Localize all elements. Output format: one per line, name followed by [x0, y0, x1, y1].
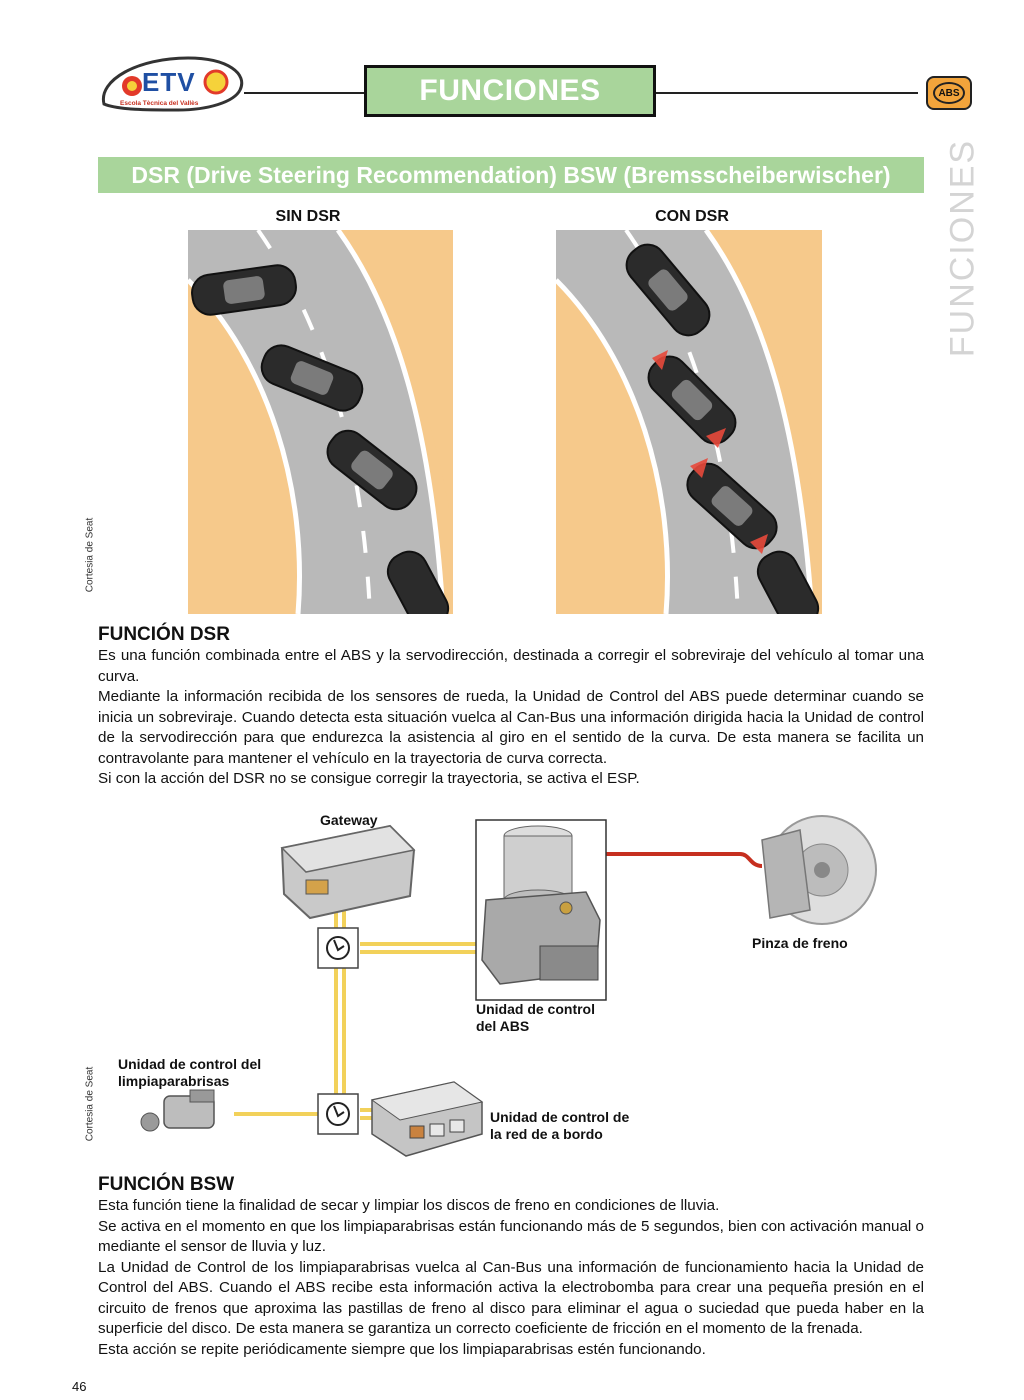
header-rule-left	[244, 92, 364, 94]
logo-subtitle: Escola Tècnica del Vallès	[120, 100, 199, 107]
bsw-paragraph-3: La Unidad de Control de los limpiaparabrisas vuelca al Can-Bus una información de funcionamiento hacia la Unidad de Control del ABS. Cuando el ABS recibe esta información activa la electrobomba para crear una pequeña presión en el circuito de frenos que aproxima las pastillas de freno al disco para eliminar el agua o suciedad que pueda haber en la superficie del disco. De esta manera se garantiza un correcto coeficiente de fricción en el momento de la frenada.	[98, 1258, 924, 1337]
abs-unit-icon	[476, 820, 606, 1000]
bsw-section	[98, 1174, 924, 1360]
etv-logo	[98, 52, 248, 118]
credit-figure2	[80, 1052, 100, 1156]
connector-box-icon	[318, 1094, 358, 1134]
label-onboard-unit-line2: la red de a bordo	[490, 1126, 603, 1142]
illustration-sin-dsr	[188, 230, 453, 614]
section-title: DSR (Drive Steering Recommendation) BSW (Bremsscheiberwischer)	[131, 161, 891, 188]
header-title-box	[364, 65, 656, 117]
bsw-heading: FUNCIÓN BSW	[98, 1174, 235, 1195]
dsr-paragraph-3: Si con la acción del DSR no se consigue corregir la trayectoria, se activa el ESP.	[98, 770, 640, 787]
label-abs-unit-line2: del ABS	[476, 1018, 530, 1034]
bsw-paragraph-4: Esta acción se repite periódicamente siempre que los limpiaparabrisas estén funcionando.	[98, 1340, 706, 1358]
page-number: 46	[72, 1379, 87, 1394]
abs-badge-label: ABS	[938, 87, 960, 99]
onboard-control-unit-icon	[372, 1082, 482, 1156]
abs-warning-icon	[926, 76, 972, 110]
brake-caliper-icon	[762, 816, 876, 924]
dsr-paragraph-1: Es una función combinada entre el ABS y la servodirección, destinada a corregir el sobreviraje del vehículo al tomar una curva.	[98, 647, 924, 685]
label-brake-caliper: Pinza de freno	[752, 935, 848, 951]
label-gateway: Gateway	[320, 812, 378, 828]
caption-sin-dsr: SIN DSR	[275, 208, 341, 225]
label-onboard-unit	[490, 1109, 629, 1143]
side-chapter-label	[938, 138, 988, 357]
wiper-motor-icon	[141, 1090, 214, 1131]
label-wiper-unit	[118, 1056, 261, 1090]
section-title-bar	[98, 157, 924, 193]
illustration-con-dsr	[556, 230, 822, 614]
dsr-paragraph-2: Mediante la información recibida de los sensores de rueda, la Unidad de Control del ABS puede determinar cuando se inicia un sobreviraje. Cuando detecta esta situación vuelca al Can-Bus una información dirigida hacia la Unidad de control de la servodirección para que endurezca la asistencia al giro en el sentido de la curva. De esta manera se facilita un contravolante para mantener el vehículo en la trayectoria de curva correcta.	[98, 688, 924, 767]
dsr-section	[98, 624, 924, 790]
credit-figure1-text: Cortesia de Seat	[84, 517, 96, 593]
label-abs-unit	[476, 1001, 595, 1035]
bsw-paragraph-2: Se activa en el momento en que los limpiaparabrisas están funcionando más de 5 segundos, bien con activación manual o mediante el sensor de lluvia y luz.	[98, 1217, 924, 1255]
connector-box-icon	[318, 928, 358, 968]
gateway-module-icon	[282, 826, 414, 918]
label-wiper-unit-line1: Unidad de control del	[118, 1056, 262, 1072]
caption-con-dsr: CON DSR	[655, 208, 729, 225]
header-rule-right	[656, 92, 918, 94]
credit-figure2-text: Cortesia de Seat	[84, 1066, 96, 1142]
page-header-title: FUNCIONES	[419, 74, 601, 107]
label-onboard-unit-line1: Unidad de control de	[490, 1109, 630, 1125]
logo-text: ETV	[142, 67, 196, 97]
side-chapter-text: FUNCIONES	[943, 138, 982, 357]
label-abs-unit-line1: Unidad de control	[476, 1001, 595, 1017]
canbus-diagram	[110, 800, 910, 1170]
bsw-paragraph-1: Esta función tiene la finalidad de secar y limpiar los discos de freno en condiciones de lluvia.	[98, 1197, 720, 1214]
dsr-heading: FUNCIÓN DSR	[98, 624, 230, 645]
label-wiper-unit-line2: limpiaparabrisas	[118, 1073, 230, 1089]
credit-figure1	[80, 500, 100, 610]
